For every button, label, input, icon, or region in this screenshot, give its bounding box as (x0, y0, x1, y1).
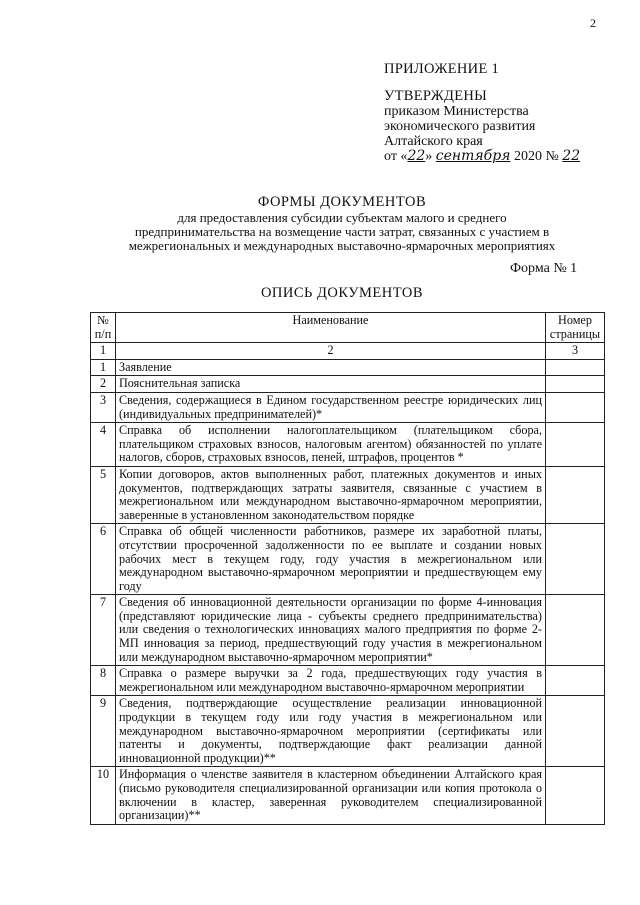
row-num: 10 (91, 767, 116, 824)
table-numbering-row (91, 343, 605, 360)
row-name: Сведения, содержащиеся в Едином государственном реестре юридических лиц (индивидуальных предпринимателей)* (116, 392, 546, 422)
row-page (546, 696, 605, 767)
date-prefix: от « (384, 149, 408, 164)
row-num: 3 (91, 392, 116, 422)
row-num: 9 (91, 696, 116, 767)
order-number-handwritten: 22 (562, 148, 581, 164)
row-num: 1 (91, 359, 116, 376)
row-name: Справка об исполнении налогоплательщиком (плательщиком сбора, плательщиком страховых взносов, налоговым агентом) обязанностей по уплате налогов, сборов, страховых взносов, пеней, штрафов, процентов * (116, 423, 546, 467)
row-page (546, 595, 605, 666)
row-name: Заявление (116, 359, 546, 376)
row-page (546, 376, 605, 393)
row-num: 4 (91, 423, 116, 467)
table-row (91, 696, 605, 767)
row-page (546, 423, 605, 467)
table-row (91, 666, 605, 696)
header-num: № п/п (91, 313, 116, 343)
page-number: 2 (590, 16, 596, 30)
row-name: Копии договоров, актов выполненных работ, платежных документов и иных документов, подтверждающих затраты заявителя, связанные с участием в межрегиональном или международном выставочно-ярмарочном мероприятии, заверенные в установленном законодательством порядке (116, 466, 546, 523)
row-name: Пояснительная записка (116, 376, 546, 393)
approval-line-1: приказом Министерства (384, 104, 529, 119)
row-name: Справка об общей численности работников, размере их заработной платы, отсутствии просроченной задолженности по ее выплате и создании новых рабочих мест в текущем году, году участия в межрегиональном или международном выставочно-ярмарочном мероприятии и предшествующем ему году (116, 524, 546, 595)
approval-date (384, 149, 580, 164)
approved-label: УТВЕРЖДЕНЫ (384, 88, 488, 104)
row-num: 8 (91, 666, 116, 696)
row-name: Информация о членстве заявителя в кластерном объединении Алтайского края (письмо руководителя специализированной организации или копия протокола о включении в кластер, заверенная руководителем специализированной организации)** (116, 767, 546, 824)
appendix-label: ПРИЛОЖЕНИЕ 1 (384, 61, 500, 77)
row-name: Сведения, подтверждающие осуществление реализации инновационной продукции в текущем году или году участия в межрегиональном или международном выставочно-ярмарочном мероприятии (сертификаты или патенты и документы, подтверждающие факт реализации данной инновационной продукции)** (116, 696, 546, 767)
date-month-handwritten: сентября (435, 148, 511, 164)
header-page: Номер страницы (546, 313, 605, 343)
row-page (546, 359, 605, 376)
table-row (91, 595, 605, 666)
forms-subtitle-2: предпринимательства на возмещение части затрат, связанных с участием в (134, 224, 550, 239)
table-row (91, 423, 605, 467)
row-num: 5 (91, 466, 116, 523)
row-page (546, 524, 605, 595)
numbering-3: 3 (546, 343, 605, 360)
date-mid: » (425, 149, 436, 164)
row-num: 7 (91, 595, 116, 666)
header-name: Наименование (116, 313, 546, 343)
row-page (546, 666, 605, 696)
forms-heading: ФОРМЫ ДОКУМЕНТОВ (257, 194, 427, 210)
table-row (91, 376, 605, 393)
row-name: Справка о размере выручки за 2 года, предшествующих году участия в межрегиональном или международном выставочно-ярмарочном мероприятии (116, 666, 546, 696)
approval-line-3: Алтайского края (384, 134, 483, 149)
table-row (91, 392, 605, 422)
row-page (546, 466, 605, 523)
forms-subtitle-3: межрегиональных и международных выставочно-ярмарочных мероприятиях (128, 238, 556, 253)
date-year: 2020 № (510, 149, 563, 164)
table-row (91, 524, 605, 595)
date-day-handwritten: 22 (407, 148, 426, 164)
table-row (91, 767, 605, 824)
row-num: 2 (91, 376, 116, 393)
document-title: ОПИСЬ ДОКУМЕНТОВ (260, 285, 424, 301)
approval-stamp (384, 62, 580, 164)
table-header-row (91, 313, 605, 343)
row-page (546, 392, 605, 422)
forms-title (80, 195, 604, 253)
form-number: Форма № 1 (510, 261, 578, 276)
row-page (546, 767, 605, 824)
forms-subtitle-1: для предоставления субсидии субъектам малого и среднего (177, 210, 507, 225)
numbering-2: 2 (116, 343, 546, 360)
row-num: 6 (91, 524, 116, 595)
documents-table (90, 312, 605, 825)
table-row (91, 359, 605, 376)
table-row (91, 466, 605, 523)
numbering-1: 1 (91, 343, 116, 360)
row-name: Сведения об инновационной деятельности организации по форме 4-инновация (представляют юридические лица - субъекты среднего предпринимательства) или сведения о технологических инновациях малого предприятия по форме 2-МП инновация за период, предшествующий году участия в межрегиональном или международном выставочно-ярмарочном мероприятии* (116, 595, 546, 666)
approval-line-2: экономического развития (384, 119, 536, 134)
